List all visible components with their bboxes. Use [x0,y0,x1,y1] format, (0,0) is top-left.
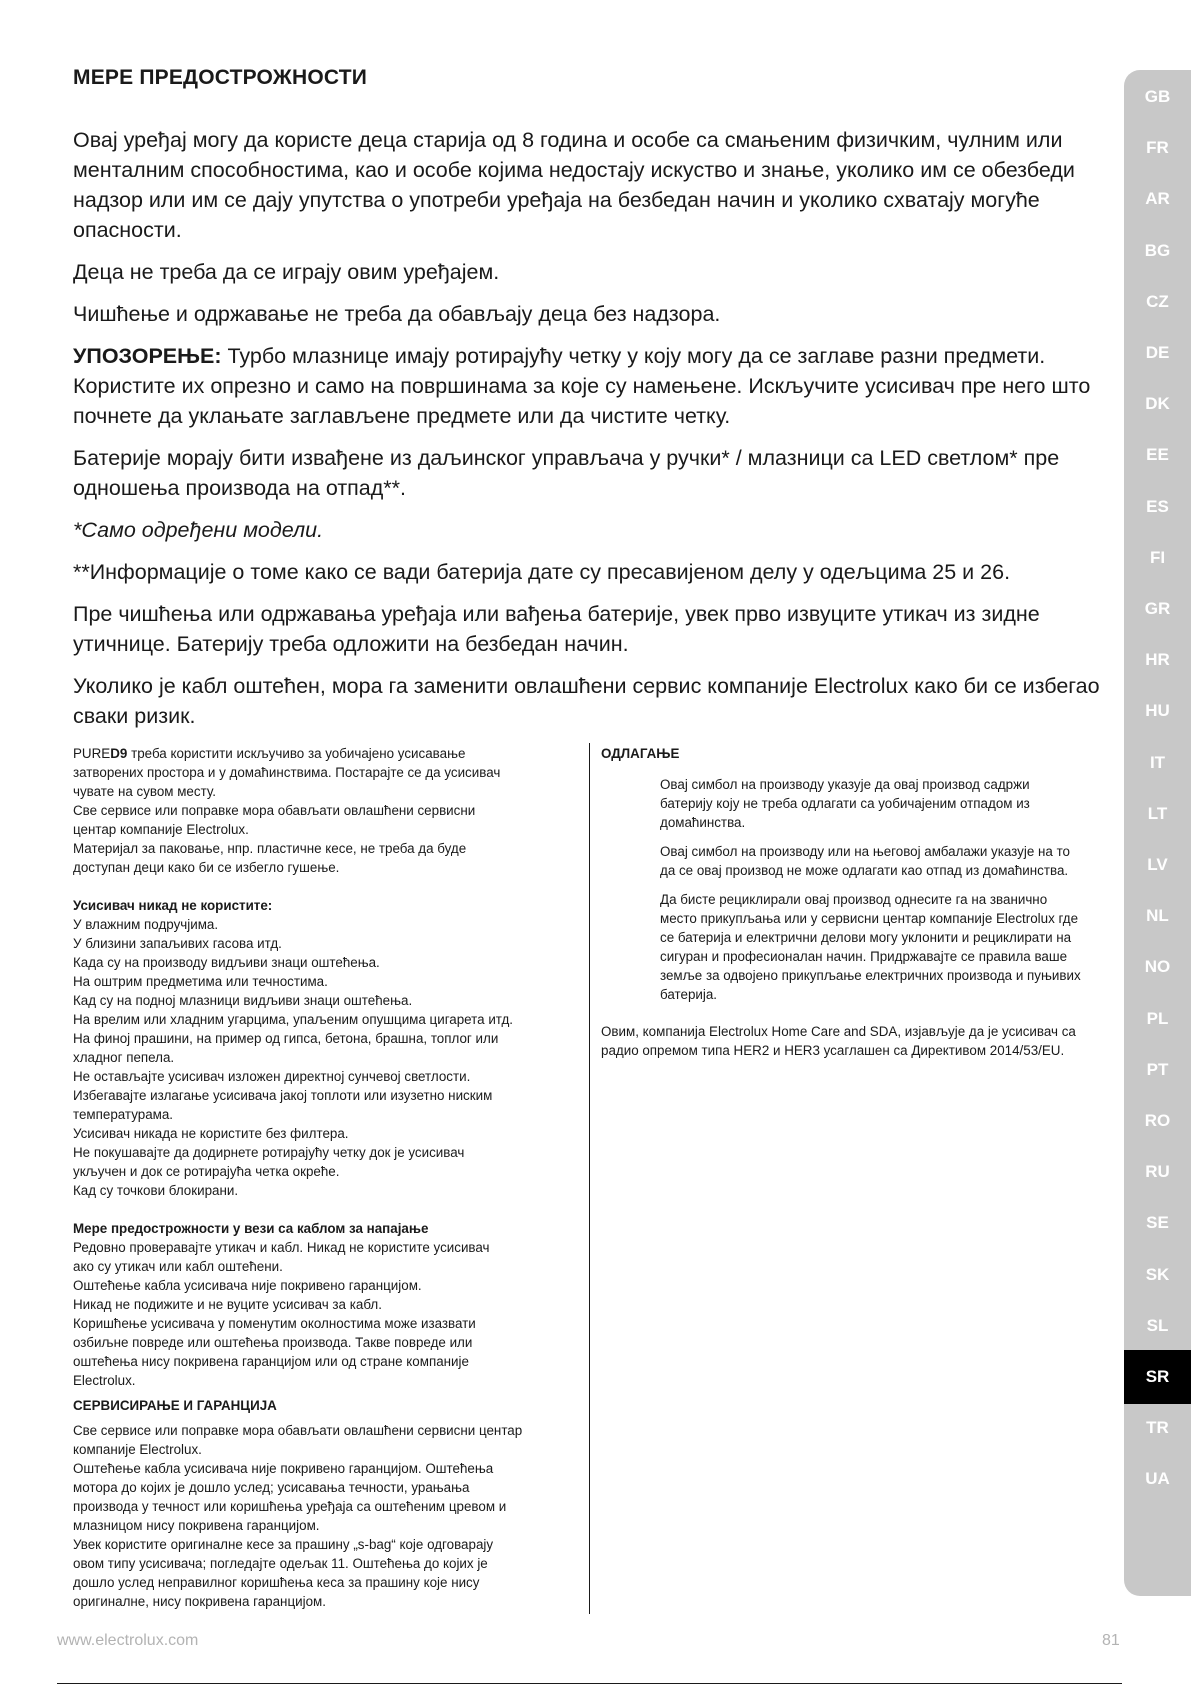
service-line: компаније Electrolux. [73,1442,202,1457]
cable-heading: Мере предострожности у вези са каблом за напајање [73,1221,429,1236]
language-tab-gb[interactable]: GB [1144,87,1171,106]
never-use-item: На финој прашини, на пример од гипса, бетона, брашна, топлог или [73,1031,499,1046]
never-use-item: Кад су на подној млазници видљиви знаци оштећења. [73,993,413,1008]
cable-line: Редовно проверавајте утикач и кабл. Никад не користите усисивач [73,1240,490,1255]
language-tab-sk[interactable]: SK [1145,1264,1170,1284]
language-tabs [1124,70,1191,1596]
brand-model: D9 [110,746,128,761]
service-line: млазницом нису покривена гаранцијом. [73,1518,320,1533]
never-use-item: Усисивач никада не користите без филтера. [73,1126,349,1141]
disposal-heading: ОДЛАГАЊЕ [601,746,680,761]
models-note: *Само одређени модели. [73,518,324,542]
language-tab-sl[interactable]: SL [1146,1315,1169,1335]
declaration-text: Овим, компанија Electrolux Home Care and SDA, изјављује да је усисивач са радио опремом типа HER2 и HER3 усаглашен са Директивом 2014/53/EU. [601,1024,1076,1058]
service-list [73,1421,583,1611]
language-tab-cz[interactable]: CZ [1146,291,1169,311]
right-column [601,744,1081,1073]
language-tab-ua[interactable]: UA [1145,1469,1170,1489]
page-title: МЕРЕ ПРЕДОСТРОЖНОСТИ [73,66,368,89]
never-use-heading: Усисивач никад не користите: [73,898,273,913]
language-tab-ru[interactable]: RU [1145,1162,1170,1182]
language-tab-lt[interactable]: LT [1147,803,1168,823]
language-tab-ro[interactable]: RO [1144,1111,1171,1130]
never-use-item: Не остављајте усисивач изложен директној сунчевој светлости. [73,1069,471,1084]
language-tab-fi[interactable]: FI [1149,547,1166,567]
never-use-item: На врелим или хладним угарцима, упаљеним опушцима цигарета итд. [73,1012,514,1027]
language-tab-es[interactable]: ES [1146,496,1169,516]
usage-lines [73,763,583,877]
usage-line: Све сервисе или поправке мора обављати овлашћени сервисни [73,803,476,818]
service-line: Оштећење кабла усисивача није покривено гаранцијом. Оштећења [73,1461,494,1476]
cable-line: ако су утикач или кабл оштећени. [73,1259,283,1274]
left-column [73,744,583,1611]
intro-paragraph: Батерије морају бити извађене из даљинског управљача у ручки* / млазници са LED светлом* пре одношења производа на отпад**. [73,446,1060,500]
service-heading: СЕРВИСИРАЊЕ И ГАРАНЦИЈА [73,1398,277,1413]
language-tab-de[interactable]: DE [1145,343,1170,362]
footer-url[interactable]: www.electrolux.com [57,1632,199,1649]
never-use-item: У близини запаљивих гасова итд. [73,936,282,951]
usage-line: Материјал за паковање, нпр. пластичне кесе, не треба да буде [73,841,467,856]
language-tab-it[interactable]: IT [1149,752,1166,772]
recycling-text: Да бисте рециклирали овај производ однесите га на званично место прикупљања или у сервисни центар компаније Electrolux где се батерија и електрични делови могу уклонити и рециклирати на сигуран и професионалан начин. Придржавајте се правила ваше земље за одвојено прикупљање електричних производа и пуњивих батерија. [660,892,1081,1002]
language-tab-pt[interactable]: PT [1146,1059,1169,1079]
language-tab-tr[interactable]: TR [1146,1418,1169,1438]
language-tab-gr[interactable]: GR [1144,599,1171,618]
service-line: производа у течност или коришћења уређаја са оштећеним цревом и [73,1499,507,1514]
language-tab-se[interactable]: SE [1146,1213,1169,1233]
intro-paragraph: Пре чишћења или одржавања уређаја или вађења батерије, увек прво извуците утикач из зидне утичнице. Батерију треба одложити на безбедан начин. [73,602,1040,656]
never-use-item: Кад су точкови блокирани. [73,1183,239,1198]
cable-line: оштећења нису покривена гаранцијом или од стране компаније [73,1354,469,1369]
intro-paragraph: **Информације о томе како се вади батерија дате су пресавијеном делу у одељцима 25 и 26. [73,560,1011,584]
never-use-list [73,915,583,1200]
cable-line: Коришћење усисивача у поменутим околностима може изазвати [73,1316,476,1331]
warning-label: УПОЗОРЕЊЕ: [73,344,222,368]
language-tab-lv[interactable]: LV [1147,855,1168,874]
never-use-item: На оштрим предметима или течностима. [73,974,328,989]
usage-line: центар компаније Electrolux. [73,822,249,837]
service-line: дошло услед неправилног коришћења кеса за прашину које нису [73,1575,480,1590]
never-use-item: укључен и док се ротирајућа четка окреће. [73,1164,340,1179]
intro-text [73,125,1113,743]
intro-paragraph: Деца не треба да се играју овим уређајем. [73,260,500,284]
language-tab-nl[interactable]: NL [1146,906,1169,926]
intro-paragraph: Чишћење и одржавање не треба да обављају деца без надзора. [73,302,721,326]
service-line: овом типу усисивача; погледајте одељак 11. Оштећења до којих је [73,1556,488,1571]
usage-line: доступан деци како би се избегло гушење. [73,860,340,875]
language-tab-ar[interactable]: AR [1145,189,1170,209]
usage-text: треба користити искључиво за уобичајено усисавање [127,746,466,761]
never-use-item: хладног пепела. [73,1050,175,1065]
usage-line: затворених простора и у домаћинствима. Постарајте се да усисивач [73,765,501,780]
language-tab-ee[interactable]: EE [1146,445,1169,465]
language-tab-hr[interactable]: HR [1145,650,1170,670]
intro-paragraph: Уколико је кабл оштећен, мора га заменити овлашћени сервис компаније Electrolux како би се избегао сваки ризик. [73,674,1100,728]
weee-symbol-text: Овај симбол на производу или на његовој амбалажи указује на то да се овај производ не може одлагати као отпад из домаћинства. [660,844,1071,878]
usage-line: чувате на сувом месту. [73,784,216,799]
cable-list [73,1238,583,1390]
service-line: Све сервисе или поправке мора обављати овлашћени сервисни центар [73,1423,523,1438]
service-line: оригиналне, нису покривена гаранцијом. [73,1594,326,1609]
language-tab-fr[interactable]: FR [1146,138,1169,158]
page-number: 81 [1102,1632,1120,1649]
never-use-item: Избегавајте излагање усисивача јакој топлоти или изузетно ниским [73,1088,493,1103]
service-line: мотора до којих је дошло услед; усисавања течности, урањања [73,1480,470,1495]
battery-symbol-text: Овај симбол на производу указује да овај производ садржи батерију коју не треба одлагати са уобичајеним отпадом из домаћинства. [660,777,1030,830]
language-tab-hu[interactable]: HU [1145,701,1170,721]
never-use-item: Када су на производу видљиви знаци оштећења. [73,955,380,970]
cable-line: озбиљне повреде или оштећења производа. Такве повреде или [73,1335,473,1350]
language-tab-pl[interactable]: PL [1146,1008,1169,1028]
brand-prefix: PURE [73,746,111,761]
language-tab-dk[interactable]: DK [1145,394,1170,414]
language-tab-sr[interactable]: SR [1124,1350,1191,1404]
intro-paragraph: Овај уређај могу да користе деца старија од 8 година и особе са смањеним физичким, чулним или менталним способностима, као и особе којима недостају искуство и знање, уколико им се обезбеди надзор или им се дају упутства о употреби уређаја на безбедан начин и уколико схватају могуће опасности. [73,128,1075,242]
cable-line: Никад не подижите и не вуците усисивач за кабл. [73,1297,382,1312]
usage-first-line [73,744,583,763]
never-use-item: Не покушавајте да додирнете ротирајућу четку док је усисивач [73,1145,465,1160]
cable-line: Electrolux. [73,1373,136,1388]
column-divider [589,743,590,1614]
warning-paragraph [73,341,1113,431]
never-use-item: У влажним подручјима. [73,917,219,932]
cable-line: Оштећење кабла усисивача није покривено гаранцијом. [73,1278,422,1293]
language-tab-bg[interactable]: BG [1144,240,1171,260]
warning-text: Турбо млазнице имају ротирајућу четку у коју могу да се заглаве разни предмети. Користите их опрезно и само на површинама за које су намењене. Искључите усисивач пре него што почнете да уклањате заглављене предмете или да чистите четку. [73,344,1091,428]
service-line: Увек користите оригиналне кесе за прашину „s-bag“ које одговарају [73,1537,494,1552]
never-use-item: температурама. [73,1107,174,1122]
language-tab-no[interactable]: NO [1144,957,1171,977]
